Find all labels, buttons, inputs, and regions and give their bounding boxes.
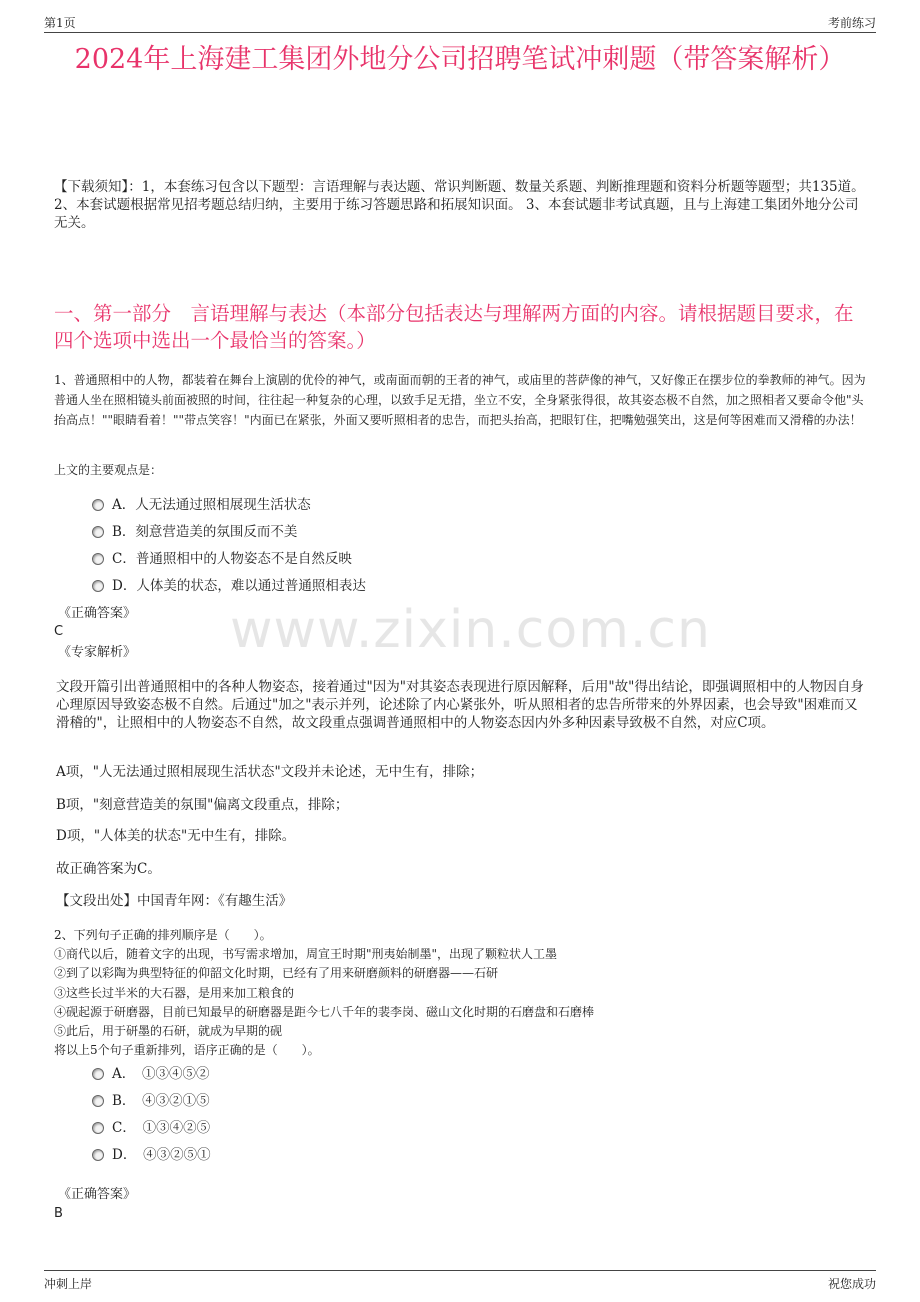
q1-answer-label: 《正确答案》	[58, 606, 137, 621]
page-header	[44, 14, 876, 33]
q1-conclusion: 故正确答案为C。	[56, 861, 161, 877]
q2-answer: B	[54, 1206, 63, 1221]
q1-option-b[interactable]: B．刻意营造美的氛围反而不美	[92, 521, 297, 543]
q2-option-c[interactable]: C． ①③④②⑤	[92, 1117, 210, 1139]
q2-answer-label: 《正确答案》	[58, 1187, 137, 1202]
q1-answer: C	[54, 624, 64, 639]
q1-prompt: 上文的主要观点是：	[54, 463, 163, 477]
radio-icon[interactable]	[92, 1095, 104, 1107]
section-title: 一、第一部分 言语理解与表达（本部分包括表达与理解两方面的内容。请根据题目要求，在四个选项中选出一个最恰当的答案。）	[54, 302, 854, 352]
header-category: 考前练习	[827, 16, 876, 30]
q2-sentence-1: ①商代以后，随着文字的出现，书写需求增加，周宣王时期"刑夷始制墨"，出现了颗粒状人工墨	[54, 947, 558, 961]
q2-sentence-5: ⑤此后，用于研墨的石研，就成为早期的砚	[54, 1024, 283, 1038]
q1-analysis-main: 文段开篇引出普通照相中的各种人物姿态，接着通过"因为"对其姿态表现进行原因解释，后用"故"得出结论，即强调照相中的人物因自身心理原因导致姿态极不自然。后通过"加之"表示并列，论述除了内心紧张外，听从照相者的忠告所带来的外界因素，也会导致"困难而又滑稽的"，让照相中的人物姿态不自然，故文段重点强调普通照相中的人物姿态因内外多种因素导致极不自然，对应C项。	[56, 679, 864, 731]
footer-right: 祝您成功	[827, 1277, 876, 1291]
q1-analysis-a: A项，"人无法通过照相展现生活状态"文段并未论述，无中生有，排除；	[56, 764, 484, 780]
watermark: www.zixin.com.cn	[230, 600, 711, 660]
q2-stem: 2、下列句子正确的排列顺序是（ ）。	[54, 928, 272, 942]
radio-icon[interactable]	[92, 1122, 104, 1134]
q2-option-a[interactable]: A． ①③④⑤②	[92, 1063, 210, 1085]
page-number: 第1页	[44, 16, 76, 30]
radio-icon[interactable]	[92, 499, 104, 511]
q1-option-d[interactable]: D．人体美的状态，难以通过普通照相表达	[92, 575, 366, 597]
footer-left: 冲刺上岸	[44, 1277, 93, 1291]
q1-analysis-label: 《专家解析》	[58, 645, 137, 660]
radio-icon[interactable]	[92, 553, 104, 565]
q2-sentence-2: ②到了以彩陶为典型特征的仰韶文化时期，已经有了用来研磨颜料的研磨器——石研	[54, 966, 499, 980]
q1-option-c[interactable]: C．普通照相中的人物姿态不是自然反映	[92, 548, 352, 570]
document-title: 2024年上海建工集团外地分公司招聘笔试冲刺题（带答案解析）	[74, 44, 846, 75]
q2-option-b[interactable]: B． ④③②①⑤	[92, 1090, 210, 1112]
radio-icon[interactable]	[92, 526, 104, 538]
radio-icon[interactable]	[92, 580, 104, 592]
q1-analysis-b: B项，"刻意营造美的氛围"偏离文段重点，排除；	[56, 797, 349, 813]
radio-icon[interactable]	[92, 1149, 104, 1161]
q1-analysis-d: D项，"人体美的状态"无中生有，排除。	[56, 828, 296, 844]
q2-prompt: 将以上5个句子重新排列，语序正确的是（ ）。	[54, 1043, 320, 1057]
q2-sentence-3: ③这些长过半米的大石器，是用来加工粮食的	[54, 986, 295, 1000]
download-notice: 【下载须知】：1，本套练习包含以下题型：言语理解与表达题、常识判断题、数量关系题、判断推理题和资料分析题等题型；共135道。 2、本套试题根据常见招考题总结归纳，主要用于练习答题思路和拓展知识面。 3、本套试题非考试真题，且与上海建工集团外地分公司无关。	[54, 179, 865, 231]
q1-source: 【文段出处】中国青年网：《有趣生活》	[56, 893, 293, 909]
q2-option-d[interactable]: D． ④③②⑤①	[92, 1144, 211, 1166]
page-footer	[44, 1270, 876, 1291]
q1-text: 1、普通照相中的人物，都装着在舞台上演剧的优伶的神气，或南面而朝的王者的神气，或庙里的菩萨像的神气，又好像正在摆步位的拳教师的神气。因为普通人坐在照相镜头前面被照的时间，往往起一种复杂的心理，以致手足无措，坐立不安，全身紧张得很，故其姿态极不自然，加之照相者又要命令他"头抬高点！""眼睛看着！""带点笑容！"内面已在紧张，外面又要听照相者的忠告，而把头抬高，把眼钉住，把嘴勉强笑出，这是何等困难而又滑稽的办法！	[54, 373, 866, 427]
q2-sentence-4: ④砚起源于研磨器，目前已知最早的研磨器是距今七八千年的裴李岗、磁山文化时期的石磨盘和石磨棒	[54, 1005, 595, 1019]
radio-icon[interactable]	[92, 1068, 104, 1080]
q1-option-a[interactable]: A．人无法通过照相展现生活状态	[92, 494, 311, 516]
